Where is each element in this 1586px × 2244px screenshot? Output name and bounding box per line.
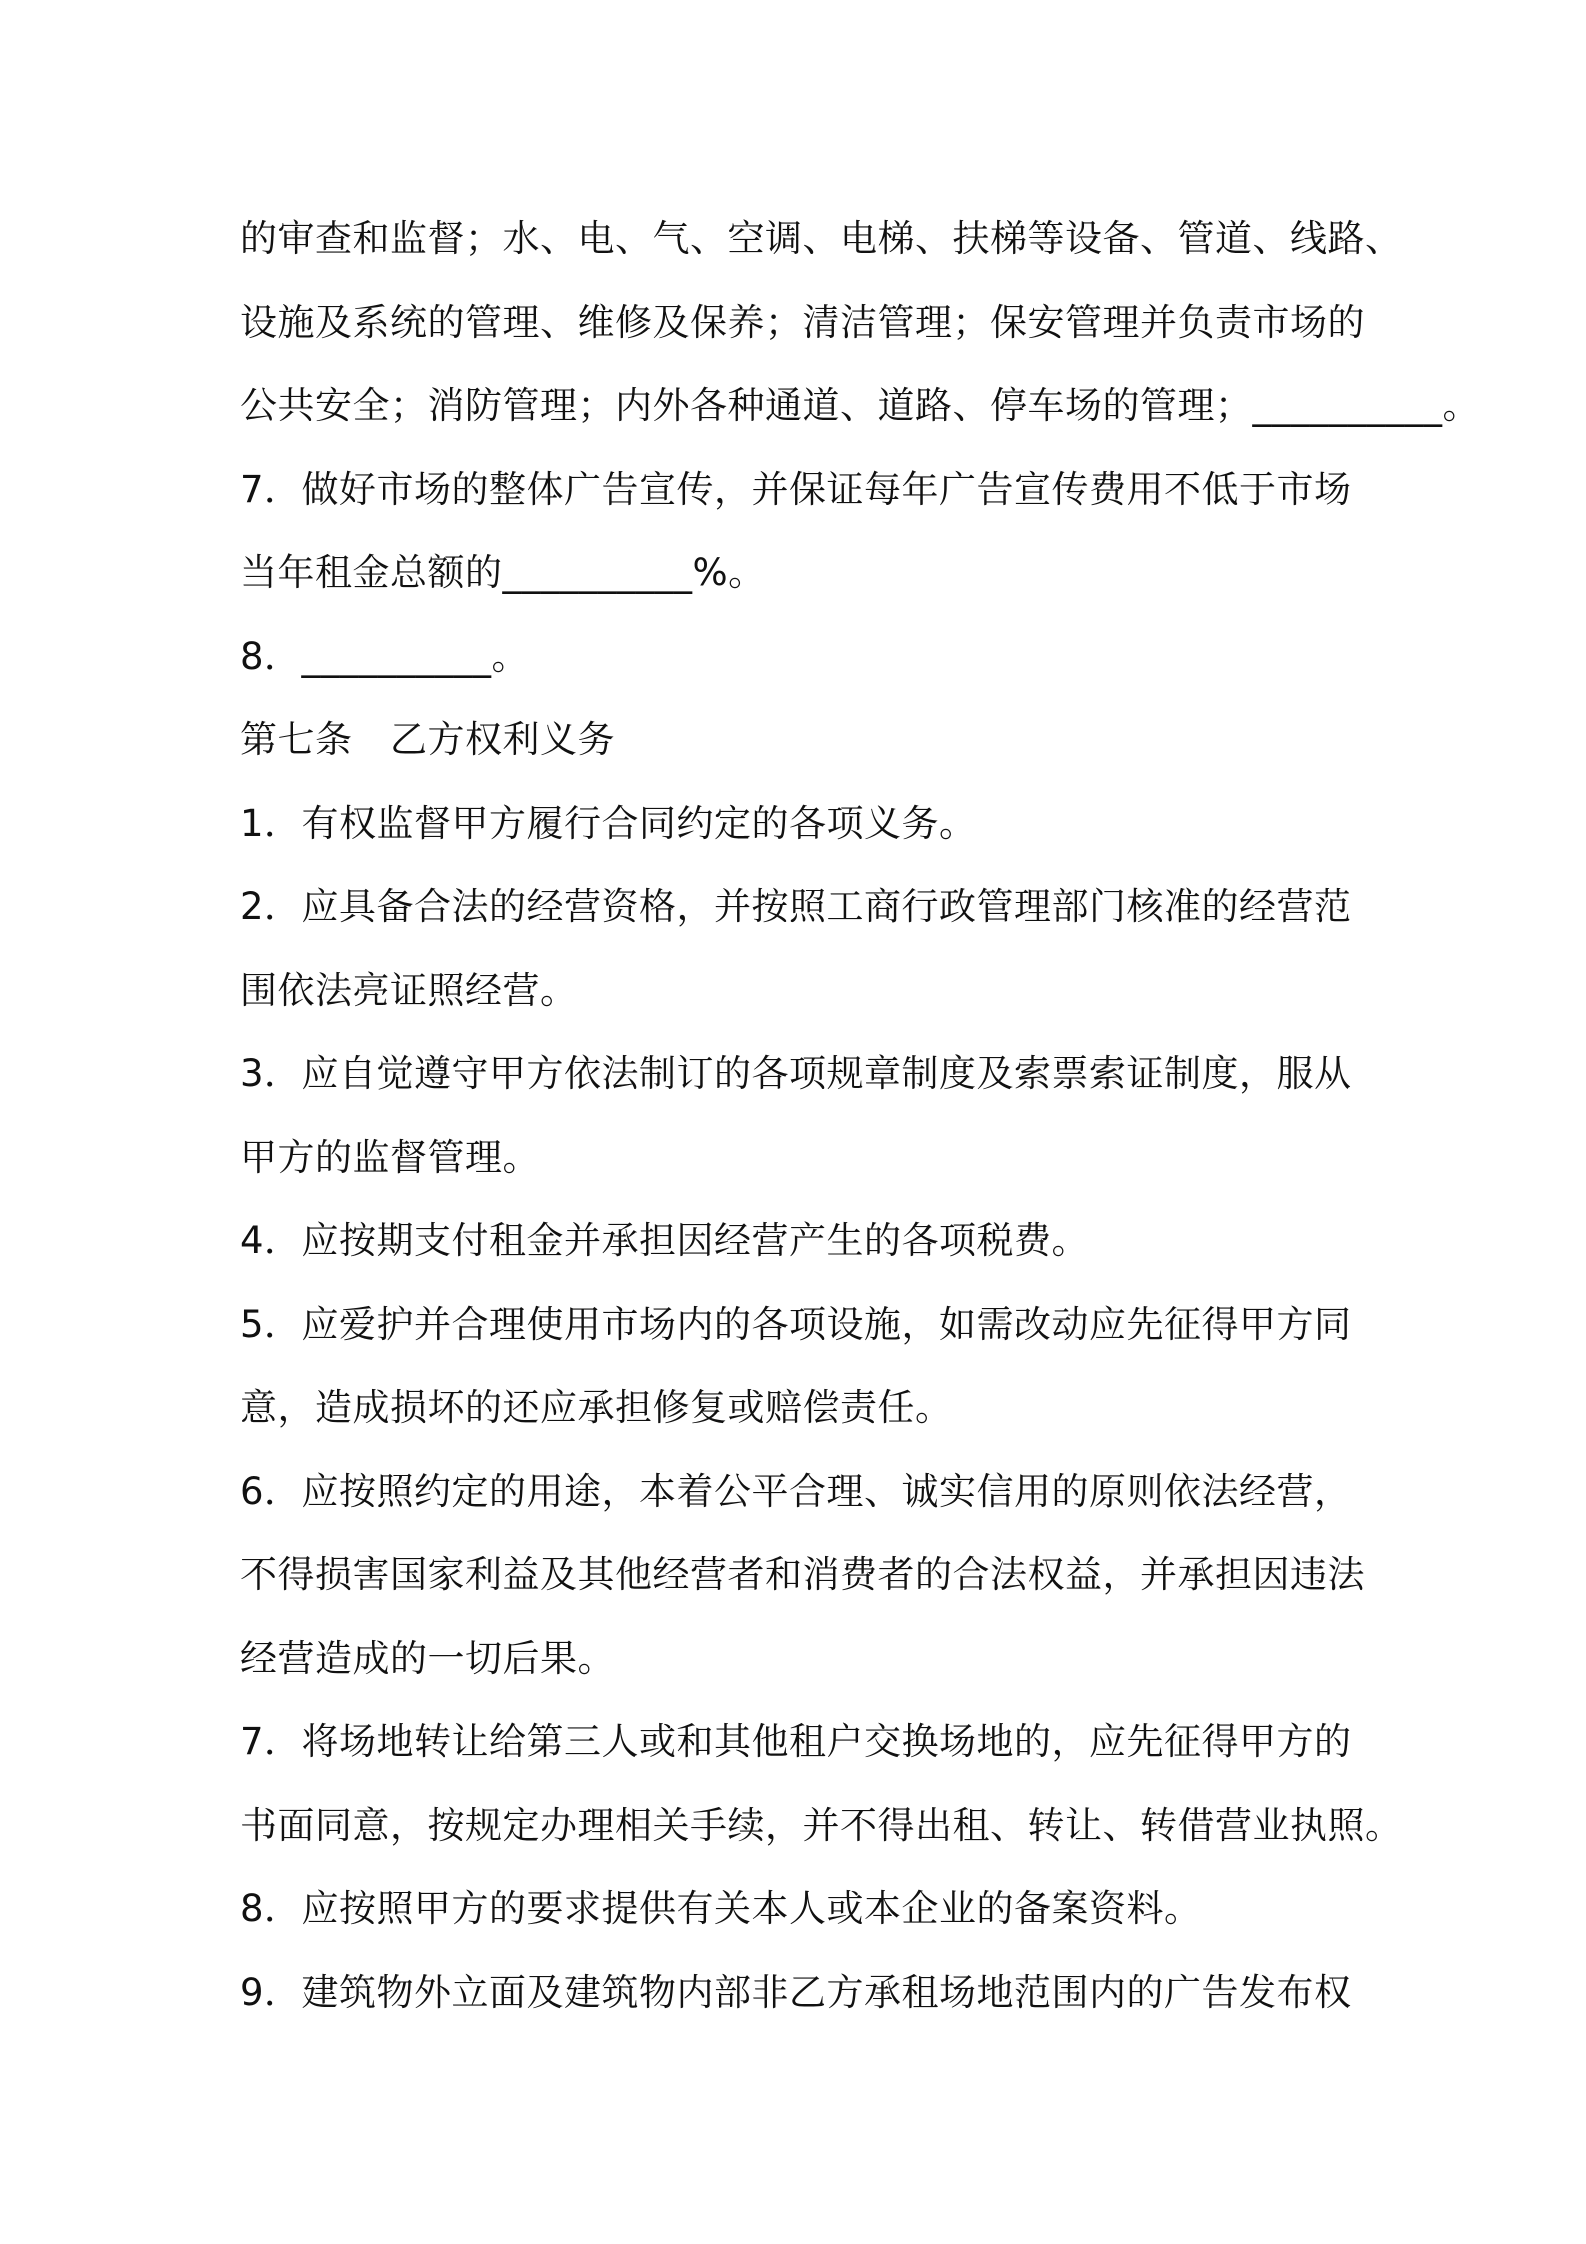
text-line: 8．__________。 — [240, 634, 530, 678]
text-line: 公共安全；消防管理；内外各种通道、道路、停车场的管理；__________。 — [240, 384, 1480, 427]
text-line: 意，造成损坏的还应承担修复或赔偿责任。 — [240, 1386, 953, 1429]
text-line: 的审查和监督；水、电、气、空调、电梯、扶梯等设备、管道、线路、 — [240, 217, 1403, 260]
text-line: 不得损害国家利益及其他经营者和消费者的合法权益，并承担因违法 — [240, 1553, 1365, 1596]
text-line: 9．建筑物外立面及建筑物内部非乙方承租场地范围内的广告发布权 — [240, 1970, 1352, 2014]
text-line: 甲方的监督管理。 — [240, 1135, 540, 1179]
text-line: 经营造成的一切后果。 — [240, 1636, 615, 1680]
text-line: 1．有权监督甲方履行合同约定的各项义务。 — [240, 801, 977, 845]
text-line: 5．应爱护并合理使用市场内的各项设施，如需改动应先征得甲方同 — [240, 1302, 1352, 1346]
text-line: 书面同意，按规定办理相关手续，并不得出租、转让、转借营业执照。 — [240, 1803, 1403, 1847]
text-line: 围依法亮证照经营。 — [240, 968, 578, 1012]
text-line: 7．做好市场的整体广告宣传，并保证每年广告宣传费用不低于市场 — [240, 467, 1352, 511]
text-line: 当年租金总额的__________%。 — [240, 551, 766, 594]
text-line: 2．应具备合法的经营资格，并按照工商行政管理部门核准的经营范 — [240, 885, 1352, 928]
text-line: 6．应按照约定的用途，本着公平合理、诚实信用的原则依法经营， — [240, 1469, 1352, 1513]
text-line: 8．应按照甲方的要求提供有关本人或本企业的备案资料。 — [240, 1887, 1202, 1930]
section-heading: 第七条 乙方权利义务 — [240, 718, 615, 761]
text-line: 设施及系统的管理、维修及保养；清洁管理；保安管理并负责市场的 — [240, 300, 1365, 344]
text-line: 3．应自觉遵守甲方依法制订的各项规章制度及索票索证制度，服从 — [240, 1052, 1352, 1095]
text-line: 7．将场地转让给第三人或和其他租户交换场地的，应先征得甲方的 — [240, 1720, 1352, 1763]
text-line: 4．应按期支付租金并承担因经营产生的各项税费。 — [240, 1219, 1090, 1262]
document-body — [240, 197, 1480, 2034]
